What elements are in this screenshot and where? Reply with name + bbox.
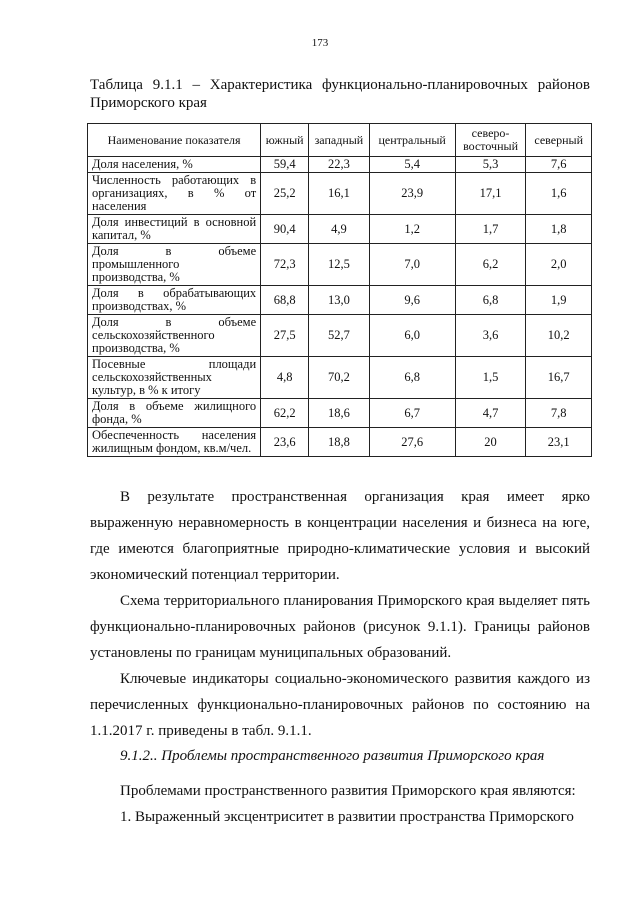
- page-number: 173: [311, 37, 329, 49]
- cell-value: 23,1: [526, 428, 592, 457]
- cell-value: 7,6: [526, 157, 592, 173]
- cell-value: 90,4: [261, 215, 309, 244]
- row-label: Доля в объеме сельскохозяйственного производства, %: [88, 315, 261, 357]
- header-northeast: северо-восточный: [455, 124, 526, 157]
- cell-value: 59,4: [261, 157, 309, 173]
- row-label: Численность работающих в организациях, в % от населения: [88, 173, 261, 215]
- district-characteristics-table: [87, 123, 592, 457]
- header-north: северный: [526, 124, 592, 157]
- cell-value: 4,7: [455, 399, 526, 428]
- cell-value: 23,9: [369, 173, 455, 215]
- row-label: Доля в объеме промышленного производства, %: [88, 244, 261, 286]
- cell-value: 27,5: [261, 315, 309, 357]
- cell-value: 3,6: [455, 315, 526, 357]
- cell-value: 1,9: [526, 286, 592, 315]
- header-south: южный: [261, 124, 309, 157]
- paragraph-territorial-scheme: Схема территориального планирования Приморского края выделяет пять функционально-планировочных районов (рисунок 9.1.1). Границы районов установлены по границам муниципальных образований.: [90, 593, 590, 661]
- cell-value: 70,2: [309, 357, 369, 399]
- cell-value: 17,1: [455, 173, 526, 215]
- row-label: Доля в объеме жилищного фонда, %: [88, 399, 261, 428]
- cell-value: 68,8: [261, 286, 309, 315]
- table-caption-continuation: Приморского края: [90, 95, 207, 111]
- cell-value: 23,6: [261, 428, 309, 457]
- row-label: Обеспеченность населения жилищным фондом, кв.м/чел.: [88, 428, 261, 457]
- table-row: [88, 357, 592, 399]
- header-west: западный: [309, 124, 369, 157]
- cell-value: 12,5: [309, 244, 369, 286]
- cell-value: 2,0: [526, 244, 592, 286]
- table-row: [88, 428, 592, 457]
- cell-value: 1,5: [455, 357, 526, 399]
- table-row: [88, 215, 592, 244]
- section-subheading: 9.1.2.. Проблемы пространственного развития Приморского края: [120, 748, 545, 764]
- cell-value: 6,8: [455, 286, 526, 315]
- row-label: Доля населения, %: [88, 157, 261, 173]
- table-header-row: [88, 124, 592, 157]
- paragraph-problems-intro: Проблемами пространственного развития Приморского края являются:: [120, 783, 576, 799]
- cell-value: 16,7: [526, 357, 592, 399]
- cell-value: 1,8: [526, 215, 592, 244]
- header-indicator: Наименование показателя: [88, 124, 261, 157]
- cell-value: 1,7: [455, 215, 526, 244]
- cell-value: 16,1: [309, 173, 369, 215]
- table-row: [88, 399, 592, 428]
- header-central: центральный: [369, 124, 455, 157]
- table-row: [88, 286, 592, 315]
- cell-value: 13,0: [309, 286, 369, 315]
- cell-value: 5,3: [455, 157, 526, 173]
- row-label: Доля в обрабатывающих производствах, %: [88, 286, 261, 315]
- cell-value: 20: [455, 428, 526, 457]
- cell-value: 7,0: [369, 244, 455, 286]
- cell-value: 52,7: [309, 315, 369, 357]
- cell-value: 10,2: [526, 315, 592, 357]
- row-label: Посевные площади сельскохозяйственных культур, в % к итогу: [88, 357, 261, 399]
- cell-value: 6,2: [455, 244, 526, 286]
- table-row: [88, 157, 592, 173]
- cell-value: 1,6: [526, 173, 592, 215]
- cell-value: 27,6: [369, 428, 455, 457]
- row-label: Доля инвестиций в основной капитал, %: [88, 215, 261, 244]
- cell-value: 6,7: [369, 399, 455, 428]
- cell-value: 4,9: [309, 215, 369, 244]
- cell-value: 18,6: [309, 399, 369, 428]
- cell-value: 9,6: [369, 286, 455, 315]
- cell-value: 1,2: [369, 215, 455, 244]
- cell-value: 5,4: [369, 157, 455, 173]
- paragraph-problem-1: 1. Выраженный эксцентриситет в развитии пространства Приморского: [120, 809, 574, 825]
- cell-value: 72,3: [261, 244, 309, 286]
- cell-value: 25,2: [261, 173, 309, 215]
- table-row: [88, 315, 592, 357]
- table-caption: Таблица 9.1.1 – Характеристика функционально-планировочных районов: [90, 77, 590, 93]
- cell-value: 18,8: [309, 428, 369, 457]
- paragraph-spatial-organization: В результате пространственная организация края имеет ярко выраженную неравномерность в концентрации населения и бизнеса на юге, где имеются благоприятные природно-климатические условия и высокий экономический потенциал территории.: [90, 489, 590, 583]
- cell-value: 22,3: [309, 157, 369, 173]
- cell-value: 6,0: [369, 315, 455, 357]
- table-row: [88, 173, 592, 215]
- cell-value: 4,8: [261, 357, 309, 399]
- paragraph-key-indicators: Ключевые индикаторы социально-экономического развития каждого из перечисленных функционально-планировочных районов по состоянию на 1.1.2017 г. приведены в табл. 9.1.1.: [90, 671, 590, 739]
- cell-value: 7,8: [526, 399, 592, 428]
- cell-value: 62,2: [261, 399, 309, 428]
- cell-value: 6,8: [369, 357, 455, 399]
- table-row: [88, 244, 592, 286]
